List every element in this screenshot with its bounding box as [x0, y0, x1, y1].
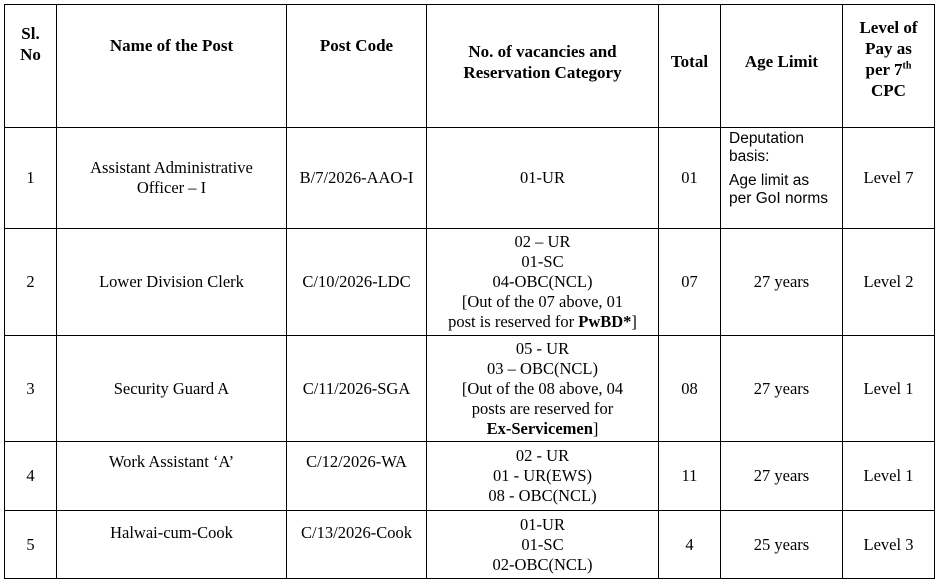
vacancy-line: 01 - UR(EWS): [493, 466, 592, 485]
cell-pay-level: Level 3: [843, 511, 935, 579]
header-age-text: Age Limit: [744, 52, 819, 71]
cell-vacancies: [427, 442, 659, 511]
vacancy-line: 05 - UR: [515, 338, 570, 358]
cell-age-limit: 27 years: [721, 442, 843, 511]
cell-age-limit: 27 years: [721, 229, 843, 336]
cell-total: 01: [659, 128, 721, 229]
vacancy-table: [4, 4, 935, 579]
vacancy-note: posts are reserved for: [471, 398, 614, 418]
header-pay-sup: th: [902, 60, 912, 72]
cell-post-name: Halwai-cum-Cook: [57, 511, 287, 579]
cell-total: 11: [659, 442, 721, 511]
header-pay-line2: Pay as: [865, 39, 912, 58]
cell-pay-level: Level 1: [843, 336, 935, 442]
cell-pay-level: Level 7: [843, 128, 935, 229]
cell-post-name: Security Guard A: [57, 336, 287, 442]
cell-total: 07: [659, 229, 721, 336]
cell-age-limit: 27 years: [721, 336, 843, 442]
cell-slno: 4: [5, 442, 57, 511]
vacancy-line: 01-SC: [521, 534, 564, 554]
cell-age-limit: [721, 128, 843, 229]
cell-total: 4: [659, 511, 721, 579]
cell-vacancies: [427, 229, 659, 336]
vacancy-line: 02 – UR: [514, 232, 571, 251]
vacancy-line: 03 – OBC(NCL): [487, 358, 598, 378]
vacancy-note-bold: Ex-Servicemen: [486, 418, 593, 438]
header-name-text: Name of the Post: [109, 36, 234, 55]
cell-post-name: Lower Division Clerk: [57, 229, 287, 336]
vacancy-line: 01-SC: [521, 252, 564, 271]
header-row: [5, 5, 935, 128]
cell-vacancies: 01-UR: [427, 128, 659, 229]
vacancy-line: 01-UR: [520, 514, 565, 534]
vacancy-note-end: ]: [631, 312, 637, 331]
header-pay-line1: Level of: [859, 18, 918, 37]
cell-slno: 3: [5, 336, 57, 442]
cell-post-code: B/7/2026-AAO-I: [287, 128, 427, 229]
table-row: [5, 336, 935, 442]
header-pay: [843, 5, 935, 128]
cell-post-name: Work Assistant ‘A’: [57, 442, 287, 511]
header-slno-line1: Sl.: [21, 24, 40, 43]
cell-slno: 1: [5, 128, 57, 229]
age-line1: Deputation: [729, 130, 804, 147]
cell-slno: 2: [5, 229, 57, 336]
vacancy-note: [431, 419, 654, 439]
header-vacancies-line2: Reservation Category: [463, 63, 622, 82]
header-vacancies-line1: No. of vacancies and: [468, 42, 617, 61]
header-total-text: Total: [670, 52, 709, 71]
age-line3: Age limit as: [729, 172, 810, 189]
vacancy-line: 04-OBC(NCL): [492, 272, 593, 291]
header-code: [287, 5, 427, 128]
age-line4: per GoI norms: [729, 190, 829, 207]
vacancy-note: [Out of the 07 above, 01: [461, 292, 624, 311]
header-total: [659, 5, 721, 128]
cell-vacancies: [427, 336, 659, 442]
cell-slno: 5: [5, 511, 57, 579]
header-pay-line3-text: per 7: [865, 60, 903, 79]
cell-post-code: C/12/2026-WA: [287, 442, 427, 511]
cell-pay-level: Level 1: [843, 442, 935, 511]
cell-post-name: [57, 128, 287, 229]
header-slno: [5, 5, 57, 128]
header-vacancies: [427, 5, 659, 128]
header-slno-line2: No: [20, 45, 41, 64]
cell-age-limit: 25 years: [721, 511, 843, 579]
header-pay-line3: [847, 59, 930, 80]
cell-vacancies: [427, 511, 659, 579]
vacancy-note: [431, 312, 654, 332]
table-row: [5, 128, 935, 229]
header-age: [721, 5, 843, 128]
cell-post-code: C/13/2026-Cook: [287, 511, 427, 579]
cell-post-code: C/10/2026-LDC: [287, 229, 427, 336]
cell-pay-level: Level 2: [843, 229, 935, 336]
header-code-text: Post Code: [319, 36, 394, 55]
vacancy-line: 02 - UR: [515, 446, 570, 465]
cell-post-code: C/11/2026-SGA: [287, 336, 427, 442]
vacancy-note-bold: PwBD*: [578, 312, 632, 331]
post-name-line1: Assistant Administrative: [90, 158, 253, 177]
age-line2: basis:: [729, 148, 770, 165]
header-pay-line4: CPC: [871, 81, 906, 100]
table-row: [5, 442, 935, 511]
vacancy-note-end: ]: [592, 418, 599, 438]
post-name-line2: Officer – I: [136, 178, 207, 197]
vacancy-note-text: post is reserved for: [448, 312, 579, 331]
table-row: [5, 511, 935, 579]
vacancy-note: [Out of the 08 above, 04: [461, 378, 624, 398]
header-name: [57, 5, 287, 128]
vacancy-line: 02-OBC(NCL): [492, 554, 593, 574]
cell-total: 08: [659, 336, 721, 442]
vacancy-line: 08 - OBC(NCL): [488, 486, 597, 505]
table-row: [5, 229, 935, 336]
